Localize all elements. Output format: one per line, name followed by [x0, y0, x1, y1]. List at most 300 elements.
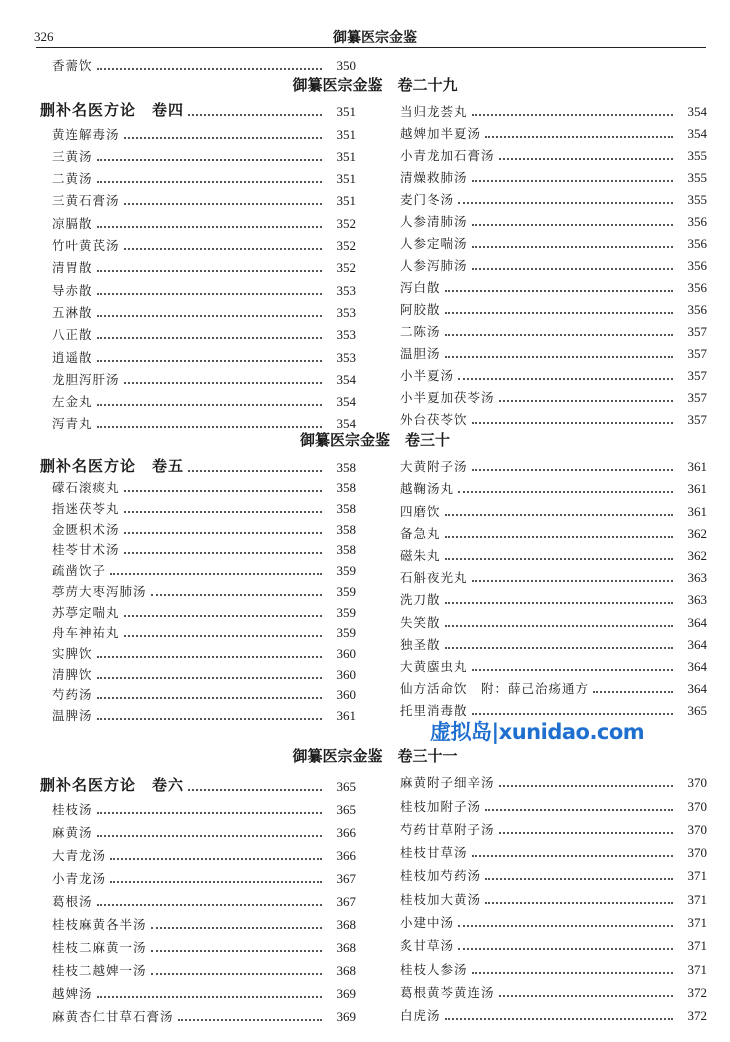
toc-entry [400, 208, 707, 230]
toc-entry [400, 608, 707, 630]
toc-entry-page: 362 [687, 525, 707, 541]
toc-entry-page: 362 [687, 547, 707, 563]
toc-entry [52, 366, 356, 388]
toc-entry [400, 406, 707, 428]
toc-entry-title: 越婢汤 [52, 986, 93, 1001]
toc-entry-title: 人参清肺汤 [400, 214, 468, 229]
toc-entry-page: 367 [336, 871, 356, 886]
dot-leader [445, 334, 673, 336]
toc-entry-page: 368 [336, 917, 356, 932]
toc-entry-title: 桂枝加大黄汤 [400, 891, 482, 907]
toc-entry [52, 818, 356, 841]
toc-entry [400, 230, 707, 252]
dot-leader [97, 904, 322, 906]
dot-leader [499, 158, 673, 160]
toc-entry [52, 864, 356, 887]
toc-entry [52, 662, 356, 683]
toc-entry [400, 520, 707, 542]
volume-title-29: 御纂医宗金鉴 卷二十九 [292, 76, 458, 94]
dot-leader [151, 973, 322, 975]
toc-entry [52, 600, 356, 621]
dot-leader [472, 224, 673, 226]
toc-left-column-29 [40, 98, 356, 432]
dot-leader [499, 995, 673, 997]
toc-entry [52, 187, 356, 209]
toc-entry-page: 371 [687, 915, 707, 931]
toc-entry-page: 361 [687, 481, 707, 497]
toc-entry-title: 备急丸 [400, 525, 441, 541]
toc-entry [400, 564, 707, 586]
toc-entry-page: 365 [336, 802, 356, 817]
toc-entry-page: 358 [336, 521, 356, 537]
toc-entry-page: 356 [687, 236, 707, 251]
dot-leader [97, 718, 322, 720]
toc-entry [52, 641, 356, 662]
toc-entry [52, 933, 356, 956]
toc-entry-title: 泻青丸 [52, 416, 93, 432]
toc-entry-title: 桂枝加附子汤 [400, 798, 482, 814]
toc-entry [52, 956, 356, 979]
toc-entry-page: 354 [336, 394, 356, 410]
dot-leader [458, 948, 673, 950]
dot-leader [97, 360, 322, 362]
toc-entry-page: 371 [687, 961, 707, 977]
dot-leader [97, 835, 322, 837]
toc-entry [400, 954, 707, 977]
volume-title-30: 御纂医宗金鉴 卷三十 [299, 431, 450, 449]
toc-entry-title: 小半夏加茯苓汤 [400, 390, 495, 405]
toc-entry-title: 桂枝加芍药汤 [400, 868, 482, 884]
toc-entry [400, 274, 707, 296]
toc-entry [400, 697, 707, 719]
dot-leader [124, 203, 322, 205]
toc-entry-page: 359 [336, 604, 356, 620]
dot-leader [445, 312, 673, 314]
toc-entry-title: 苏葶定喘丸 [52, 604, 120, 620]
toc-entry-title: 龙胆泻肝汤 [52, 371, 120, 387]
toc-entry-page: 356 [687, 214, 707, 229]
toc-entry-page: 351 [336, 104, 356, 120]
toc-entry-page: 372 [687, 1008, 707, 1024]
toc-entry-page: 354 [336, 371, 356, 387]
toc-entry-title: 桂枝汤 [52, 802, 93, 817]
toc-entry [52, 343, 356, 365]
toc-entry-title: 麻黄附子细辛汤 [400, 775, 495, 791]
toc-entry [400, 838, 707, 861]
dot-leader [485, 136, 673, 138]
toc-entry [400, 815, 707, 838]
toc-entry-title: 大青龙汤 [52, 848, 107, 863]
dot-leader [445, 625, 673, 627]
toc-entry [400, 340, 707, 362]
toc-entry-title: 人参定喘汤 [400, 236, 468, 251]
toc-entry-page: 363 [687, 570, 707, 586]
toc-entry-page: 364 [687, 681, 707, 697]
toc-entry-page: 370 [687, 798, 707, 814]
toc-chapter-heading [40, 455, 356, 476]
toc-entry-page: 353 [336, 327, 356, 343]
toc-chapter-heading [40, 772, 356, 795]
dot-leader [97, 677, 322, 679]
dot-leader [499, 785, 673, 787]
toc-entry [400, 791, 707, 814]
toc-entry-title: 桂枝麻黄各半汤 [52, 917, 147, 932]
toc-entry-page: 357 [687, 346, 707, 361]
toc-entry [400, 475, 707, 497]
toc-entry-title: 二黄汤 [52, 171, 93, 187]
toc-entry [52, 165, 356, 187]
toc-entry-page: 358 [336, 480, 356, 496]
dot-leader [472, 972, 673, 974]
toc-entry [52, 254, 356, 276]
toc-entry-title: 清胃散 [52, 260, 93, 276]
toc-entry-title: 左金丸 [52, 394, 93, 410]
dot-leader [151, 950, 322, 952]
dot-leader [445, 647, 673, 649]
toc-entry-page: 360 [336, 645, 356, 661]
dot-leader [97, 181, 322, 183]
dot-leader [445, 514, 673, 516]
toc-entry-title: 麻黄杏仁甘草石膏汤 [52, 1009, 174, 1024]
dot-leader [445, 558, 673, 560]
toc-entry-page: 372 [687, 984, 707, 1000]
toc-entry-page: 370 [687, 821, 707, 837]
dot-leader [445, 602, 673, 604]
toc-entry-title: 四磨饮 [400, 503, 441, 519]
toc-entry [400, 252, 707, 274]
toc-entry [52, 232, 356, 254]
toc-entry [52, 476, 356, 497]
header-rule [36, 47, 706, 48]
toc-entry-page: 364 [687, 614, 707, 630]
toc-entry [52, 1002, 356, 1025]
toc-right-column-29 [400, 98, 707, 428]
toc-entry [400, 542, 707, 564]
dot-leader [110, 573, 322, 575]
toc-entry-title: 舟车神祐丸 [52, 625, 120, 641]
dot-leader [97, 812, 322, 814]
dot-leader [124, 511, 322, 513]
toc-entry [400, 142, 707, 164]
toc-entry-title: 磁朱丸 [400, 547, 441, 563]
toc-entry-page: 350 [336, 58, 356, 73]
toc-entry-page: 353 [336, 282, 356, 298]
toc-entry-page: 351 [336, 193, 356, 209]
toc-entry-title: 越婢加半夏汤 [400, 126, 482, 141]
toc-entry-page: 357 [687, 368, 707, 383]
toc-entry [52, 321, 356, 343]
toc-entry-page: 355 [687, 170, 707, 185]
toc-entry-page: 357 [687, 412, 707, 427]
toc-right-column-30 [400, 453, 707, 719]
toc-entry [400, 653, 707, 675]
dot-leader [124, 615, 322, 617]
dot-leader [124, 382, 322, 384]
toc-entry-title: 桂枝甘草汤 [400, 845, 468, 861]
dot-leader [124, 248, 322, 250]
dot-leader [124, 137, 322, 139]
toc-entry [400, 497, 707, 519]
toc-entry-title: 葛根汤 [52, 894, 93, 909]
toc-entry-title: 凉膈散 [52, 215, 93, 231]
dot-leader [472, 422, 673, 424]
toc-entry-page: 366 [336, 825, 356, 840]
dot-leader [97, 293, 322, 295]
toc-entry [400, 675, 707, 697]
toc-entry-title: 外台茯苓饮 [400, 412, 468, 427]
toc-entry-title: 托里消毒散 [400, 703, 468, 719]
toc-entry-title: 逍遥散 [52, 349, 93, 365]
dot-leader [458, 202, 673, 204]
toc-entry-title: 香薷饮 [52, 58, 93, 73]
toc-entry [52, 276, 356, 298]
toc-entry-title: 删补名医方论 卷五 [40, 456, 185, 475]
toc-entry-title: 桂枝二麻黄一汤 [52, 940, 147, 955]
dot-leader [188, 789, 322, 791]
dot-leader [97, 426, 322, 428]
dot-leader [445, 536, 673, 538]
dot-leader [97, 270, 322, 272]
toc-entry-page: 360 [336, 687, 356, 703]
watermark: 虚拟岛|xunidao.com [430, 720, 645, 744]
toc-entry-title: 失笑散 [400, 614, 441, 630]
page-number: 326 [34, 29, 54, 44]
toc-entry-title: 礞石滚痰丸 [52, 480, 120, 496]
toc-entry-title: 小青龙汤 [52, 871, 107, 886]
dot-leader [97, 404, 322, 406]
toc-entry [52, 558, 356, 579]
toc-entry-page: 359 [336, 625, 356, 641]
toc-entry [52, 388, 356, 410]
dot-leader [188, 470, 322, 472]
toc-entry-title: 炙甘草汤 [400, 938, 455, 954]
toc-entry-page: 352 [336, 238, 356, 254]
toc-entry-title: 小半夏汤 [400, 368, 455, 383]
toc-entry-title: 白虎汤 [400, 1008, 441, 1024]
dot-leader [97, 315, 322, 317]
toc-entry [52, 120, 356, 142]
toc-entry-page: 366 [336, 848, 356, 863]
toc-entry-page: 369 [336, 1009, 356, 1024]
toc-entry-title: 删补名医方论 卷六 [40, 776, 185, 794]
toc-entry-title: 人参泻肺汤 [400, 258, 468, 273]
toc-entry-title: 独圣散 [400, 636, 441, 652]
toc-entry-page: 371 [687, 938, 707, 954]
dot-leader [97, 226, 322, 228]
toc-entry-title: 芍药汤 [52, 687, 93, 703]
dot-leader [472, 855, 673, 857]
toc-entry-page: 355 [687, 192, 707, 207]
toc-entry-title: 大黄䗪虫丸 [400, 658, 468, 674]
toc-entry-page: 352 [336, 215, 356, 231]
toc-chapter-heading [40, 98, 356, 120]
toc-entry [52, 841, 356, 864]
toc-entry-page: 360 [336, 666, 356, 682]
toc-entry-page: 364 [687, 636, 707, 652]
toc-entry [52, 979, 356, 1002]
dot-leader [151, 594, 322, 596]
dot-leader [485, 902, 673, 904]
toc-entry-page: 370 [687, 775, 707, 791]
toc-entry-title: 麦门冬汤 [400, 192, 455, 207]
toc-entry-page: 359 [336, 583, 356, 599]
dot-leader [472, 180, 673, 182]
toc-entry [52, 910, 356, 933]
dot-leader [178, 1019, 322, 1021]
toc-entry [52, 52, 356, 74]
toc-entry-page: 368 [336, 963, 356, 978]
toc-entry-title: 删补名医方论 卷四 [40, 101, 185, 120]
dot-leader [445, 356, 673, 358]
toc-entry [52, 621, 356, 642]
dot-leader [97, 159, 322, 161]
toc-entry-title: 阿胶散 [400, 302, 441, 317]
toc-entry [52, 795, 356, 818]
toc-entry-page: 365 [336, 779, 356, 794]
toc-entry-title: 三黄汤 [52, 148, 93, 164]
toc-entry-page: 356 [687, 280, 707, 295]
toc-entry [52, 538, 356, 559]
dot-leader [124, 490, 322, 492]
dot-leader [110, 858, 322, 860]
toc-left-column-30 [40, 455, 356, 724]
toc-entry-page: 356 [687, 302, 707, 317]
toc-entry-title: 实脾饮 [52, 645, 93, 661]
dot-leader [97, 697, 322, 699]
dot-leader [499, 832, 673, 834]
dot-leader [472, 469, 673, 471]
toc-entry [400, 908, 707, 931]
toc-entry-title: 当归龙荟丸 [400, 104, 468, 119]
toc-entry-title: 温胆汤 [400, 346, 441, 361]
toc-entry-title: 葛根黄芩黄连汤 [400, 984, 495, 1000]
toc-entry-title: 葶苈大枣泻肺汤 [52, 583, 147, 599]
toc-entry-page: 357 [687, 390, 707, 405]
dot-leader [472, 669, 673, 671]
toc-entry-title: 泻白散 [400, 280, 441, 295]
toc-entry [52, 143, 356, 165]
toc-entry-page: 351 [336, 126, 356, 142]
toc-entry-page: 367 [336, 894, 356, 909]
toc-entry [52, 887, 356, 910]
toc-entry-page: 354 [336, 416, 356, 432]
toc-entry-page: 361 [687, 459, 707, 475]
toc-entry-title: 越鞠汤丸 [400, 481, 455, 497]
dot-leader [485, 809, 673, 811]
dot-leader [458, 925, 673, 927]
toc-entry-page: 361 [687, 503, 707, 519]
toc-carryover-column [52, 52, 356, 74]
toc-entry-title: 芍药甘草附子汤 [400, 821, 495, 837]
toc-entry [400, 98, 707, 120]
toc-entry-page: 358 [336, 501, 356, 517]
toc-entry [400, 384, 707, 406]
dot-leader [445, 290, 673, 292]
dot-leader [97, 656, 322, 658]
toc-entry [400, 586, 707, 608]
toc-entry-page: 358 [336, 459, 356, 475]
toc-entry-title: 大黄附子汤 [400, 459, 468, 475]
dot-leader [499, 400, 673, 402]
dot-leader [124, 532, 322, 534]
toc-entry [52, 579, 356, 600]
toc-entry-page: 356 [687, 258, 707, 273]
toc-entry-page: 354 [687, 126, 707, 141]
dot-leader [472, 268, 673, 270]
toc-entry-page: 370 [687, 845, 707, 861]
dot-leader [472, 580, 673, 582]
toc-entry-page: 352 [336, 260, 356, 276]
dot-leader [593, 691, 673, 693]
toc-entry-page: 358 [336, 542, 356, 558]
toc-entry [52, 209, 356, 231]
toc-entry-title: 桂苓甘术汤 [52, 542, 120, 558]
dot-leader [124, 552, 322, 554]
toc-entry-title: 三黄石膏汤 [52, 193, 120, 209]
dot-leader [97, 337, 322, 339]
toc-entry-title: 小青龙加石膏汤 [400, 148, 495, 163]
dot-leader [124, 635, 322, 637]
running-title: 御纂医宗金鉴 [333, 30, 417, 46]
toc-entry-title: 小建中汤 [400, 915, 455, 931]
toc-entry-title: 清燥救肺汤 [400, 170, 468, 185]
dot-leader [188, 114, 322, 116]
toc-entry-title: 五淋散 [52, 304, 93, 320]
toc-entry-page: 364 [687, 658, 707, 674]
toc-entry [52, 683, 356, 704]
dot-leader [97, 68, 322, 70]
toc-entry-title: 温脾汤 [52, 707, 93, 723]
dot-leader [472, 246, 673, 248]
toc-entry-page: 353 [336, 304, 356, 320]
toc-entry-page: 371 [687, 868, 707, 884]
toc-entry-title: 指迷茯苓丸 [52, 501, 120, 517]
toc-entry-page: 368 [336, 940, 356, 955]
dot-leader [97, 996, 322, 998]
toc-entry [52, 703, 356, 724]
toc-entry [400, 362, 707, 384]
toc-entry [400, 631, 707, 653]
toc-entry-title: 石斛夜光丸 [400, 570, 468, 586]
toc-entry-title: 二陈汤 [400, 324, 441, 339]
toc-entry [400, 931, 707, 954]
dot-leader [458, 491, 673, 493]
dot-leader [485, 878, 673, 880]
toc-right-column-31 [400, 768, 707, 1024]
toc-entry-page: 369 [336, 986, 356, 1001]
toc-entry-title: 金匮枳术汤 [52, 521, 120, 537]
toc-entry-page: 353 [336, 349, 356, 365]
toc-entry-title: 洗刀散 [400, 592, 441, 608]
toc-entry-page: 359 [336, 563, 356, 579]
toc-entry [400, 164, 707, 186]
toc-entry-title: 仙方活命饮 附：薛己治疡通方 [400, 681, 590, 697]
toc-entry [400, 861, 707, 884]
dot-leader [151, 927, 322, 929]
toc-entry-page: 351 [336, 148, 356, 164]
toc-entry [400, 186, 707, 208]
toc-entry-page: 354 [687, 104, 707, 119]
toc-entry-title: 麻黄汤 [52, 825, 93, 840]
toc-entry [400, 318, 707, 340]
toc-left-column-31 [40, 772, 356, 1025]
dot-leader [445, 1018, 673, 1020]
toc-entry [52, 299, 356, 321]
toc-entry-title: 黄连解毒汤 [52, 126, 120, 142]
toc-entry-title: 桂枝二越婢一汤 [52, 963, 147, 978]
toc-entry-page: 351 [336, 171, 356, 187]
toc-entry [400, 1001, 707, 1024]
